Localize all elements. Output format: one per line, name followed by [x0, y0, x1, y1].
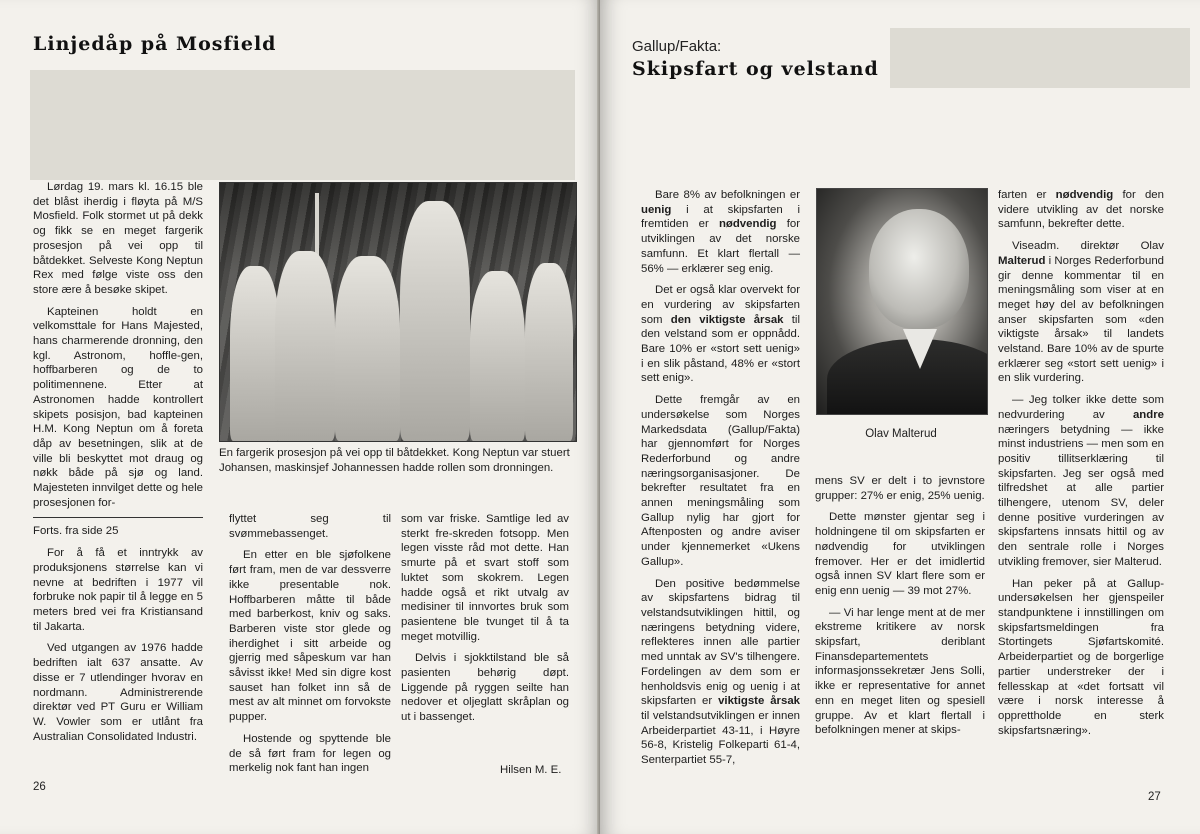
portrait-head [869, 209, 969, 329]
paragraph: For å få et inntrykk av produksjonens størrelse kan vi nevne at bedriften i 1977 vil forbruke nok papir til å legge en 5 meters bred vei fra Kristiansand til Jakarta. [33, 547, 203, 633]
person-figure [470, 271, 525, 441]
photo-caption: En fargerik prosesjon på vei opp til båtdekket. Kong Neptun var stuert Johansen, maskinsjef Johannessen hadde rollen som dronningen. [219, 447, 570, 474]
paragraph: Kapteinen holdt en velkomsttale for Hans Majested, hans charmerende dronning, den kgl. Astronom, hoffle-gen, hoffbarberen og de to politimennene. Etter at Astronomen hadde kontrollert skipets posisjon, bad kapteinen H.M. Kong Neptun om å foreta dåp av besetningen, slik at de ville bli beskyttet mot draug og nøkk både på sjø og land. Majesteten innvilget dette og hele prosesjonen for- [33, 305, 203, 509]
kicker: Gallup/Fakta: [632, 38, 722, 55]
right-page [600, 0, 1200, 834]
paragraph: Den positive bedømmelse av skipsfartens bidrag til velstandsutviklingen hittil, og næringens betydning videre, reflekteres innen alle partier med unntak av SV's tilhengere. Fordelingen av dem som er henholdsvis enig og uenig i at skipsfarten er viktigste årsak til velstandsutviklingen er innen Arbeiderpartiet 43-11, i Høyre 56-8, Kristelig Folkeparti 61-4, Senterpartiet 55-7, [641, 577, 800, 767]
person-figure [335, 256, 400, 441]
right-column-1 [641, 188, 800, 775]
procession-photo [219, 182, 577, 442]
divider [33, 517, 203, 518]
person-figure [230, 266, 280, 441]
paragraph: Det er også klar overvekt for en vurdering av skipsfarten som den viktigste årsak til den velstand som er oppnådd. Bare 10% er «stort sett uenig» i en slik påstand, 48% er «stort sett enig». [641, 284, 800, 385]
right-column-2 [815, 474, 985, 745]
paragraph: Han peker på at Gallup-undersøkelsen her gjenspeiler standpunktene i innstillingen om skipsfartsmeldingen fra Stortingets Sjøfartskomité. Arbeiderpartiet og de borgerlige partier understreker der i fellesskap at «det fortsatt vil være i norsk interesse å opprettholde en sterk skipsfartsnæring». [998, 577, 1164, 737]
paragraph: flyttet seg til svømmebassenget. [229, 513, 391, 540]
left-column-3 [401, 512, 569, 732]
paragraph: mens SV er delt i to jevnstore grupper: 27% er enig, 25% uenig. [815, 475, 985, 502]
continued-from: Forts. fra side 25 [33, 525, 119, 538]
paragraph: som var friske. Samtlige led av sterkt fre-skreden fotsopp. Men legen visste råd mot dette. Han smurte på et svart stoff som luktet som skokrem. Legen hadde også et rikt utvalg av medisiner til innvortes bruk som pasientene ble tvunget til å ta meget motvillig. [401, 513, 569, 643]
portrait-caption: Olav Malterud [865, 428, 937, 440]
paragraph: Viseadm. direktør Olav Malterud i Norges Rederforbund gir denne kommentar til en meningsmåling som viser at en meget høy del av befolkningen anser skipsfarten som «den viktigste årsak» til landets velstand. Bare 10% av de spurte erklærer seg «stort sett uenig» i en slik vurdering. [998, 240, 1164, 385]
signoff: Hilsen M. E. [500, 764, 562, 776]
paragraph: Ved utgangen av 1976 hadde bedriften ialt 637 ansatte. Av disse er 7 utlendinger hvorav en nordmann. Administrerende direktør ved PT Guru er William W. Vowler som er utlånt fra Australian Consolidated Industri. [33, 642, 203, 743]
paragraph: Hostende og spyttende ble de så ført fram for legen og merkelig nok fant han ingen [229, 732, 391, 775]
right-column-3 [998, 188, 1164, 745]
person-figure [525, 263, 573, 441]
paragraph: Lørdag 19. mars kl. 16.15 ble det blåst iherdig i fløyta på M/S Mosfield. Folk stormet ut på dekk og fikk se en meget fargerik prosesjon på vei opp til båtdekket. Selveste Kong Neptun Rex med følge viste oss den store ære å besøke skipet. [33, 181, 203, 296]
page-number: 27 [1148, 791, 1161, 803]
paragraph: — Jeg tolker ikke dette som nedvurdering av andre næringers betydning — ikke minst industriens — men som en positiv tillitserklæring til skipsfarten. Jeg ser også med tilfredshet at alle partier tilhengere, utenom SV, deler denne positive vurderingen av skipsfartens innsats hittil og av den sentrale rolle i Norges utvikling fremover, sier Malterud. [998, 394, 1164, 568]
paragraph: Dette fremgår av en undersøkelse som Norges Markedsdata (Gallup/Fakta) har gjennomført for Norges Rederforbund og andre næringsorganisasjoner. De bekrefter resultatet fra en annen meningsmåling som Gallup nylig har gjort for Aftenposten og andre aviser under kjennemerket «Ukens Gallup». [641, 394, 800, 568]
paragraph: — Vi har lenge ment at de mer ekstreme kritikere av norsk skipsfart, deriblant Finansdepartementets informasjonssekretær Jens Solli, ikke er representative for annet enn en meget liten og spesiell gruppe. Av et klart flertall i befolkningen mener at skips- [815, 606, 985, 737]
paragraph: Delvis i sjokktilstand ble så pasienten behørig døpt. Liggende på ryggen seilte han nedover et oljeglatt skråplan og ut i bassenget. [401, 652, 569, 724]
person-figure [400, 201, 470, 441]
left-column-2 [229, 512, 391, 783]
article-headline: Linjedåp på Mosfield [33, 33, 277, 55]
show-through-shadow [890, 28, 1190, 88]
show-through-shadow [30, 70, 575, 180]
person-figure [275, 251, 335, 441]
page-number: 26 [33, 781, 46, 793]
portrait-suit [827, 339, 988, 415]
article-headline: Skipsfart og velstand [632, 58, 879, 80]
portrait-photo [816, 188, 988, 415]
left-column-1 [33, 180, 203, 751]
paragraph: En etter en ble sjøfolkene ført fram, men de var dessverre ikke presentable nok. Hoffbarberen måtte til både med barberkost, kniv og saks. Barberen viste stor glede og iherdighet i sitt arbeide og gjerrig med såpeskum var han såvisst ikke! Med sin digre kost sauset han folket inn så de mest av alt minnet om forvokste pupper. [229, 549, 391, 724]
paragraph: farten er nødvendig for den videre utvikling av det norske samfunn, bekrefter dette. [998, 189, 1164, 231]
paragraph: Bare 8% av befolkningen er uenig i at skipsfarten i fremtiden er nødvendig for utviklingen av det norske samfunn. Et klart flertall — 56% — erklærer seg enig. [641, 189, 800, 275]
paragraph: Dette mønster gjentar seg i holdningene til om skipsfarten er nødvendig for utviklingen fremover. Her er det imidlertid også innen SV klart flere som er enig enn uenig — 39 mot 27%. [815, 511, 985, 597]
